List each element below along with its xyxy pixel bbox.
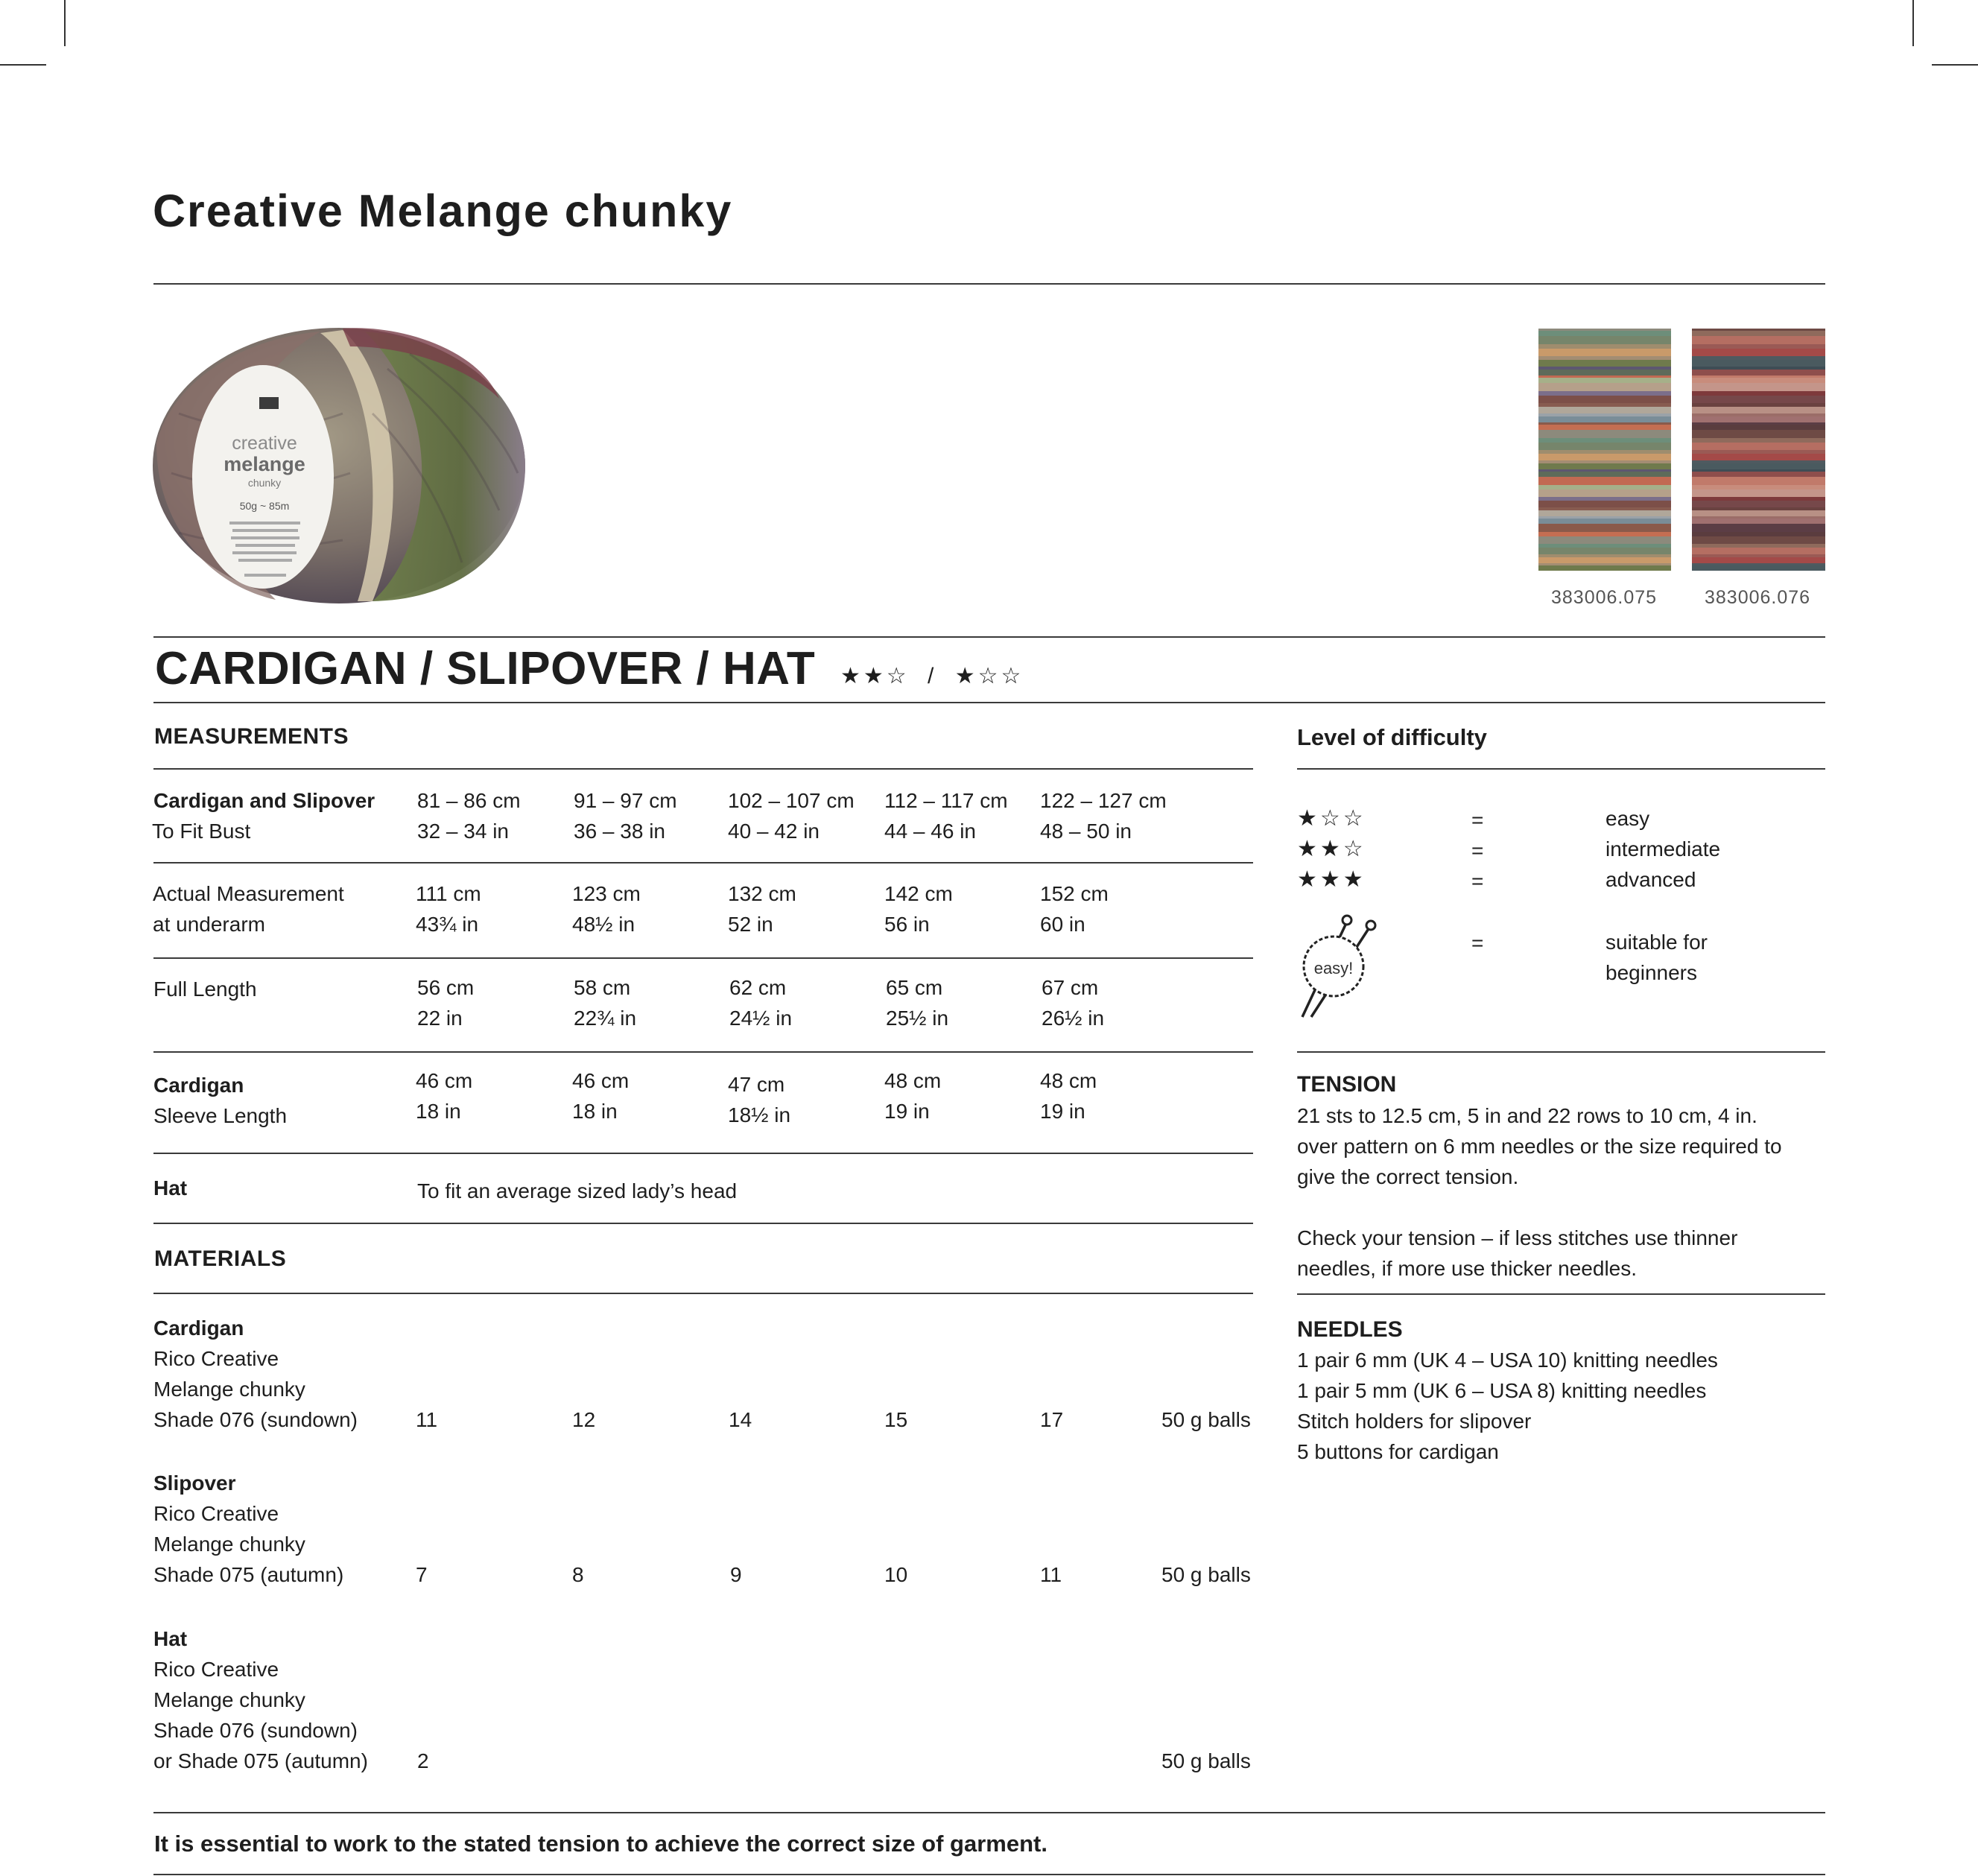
row-label: Cardigan and Slipover xyxy=(153,789,375,812)
swatch-stripe xyxy=(1538,548,1671,555)
balls-count: 9 xyxy=(730,1563,742,1586)
divider xyxy=(153,1293,1253,1294)
row-label: Actual Measurement xyxy=(153,882,344,905)
size-value: 58 cm 22¾ in xyxy=(574,976,637,1030)
swatch-stripe xyxy=(1538,391,1671,396)
yarn-label-line3: chunky xyxy=(247,477,282,489)
size-value: 48 cm 19 in xyxy=(884,1069,942,1123)
swatch-stripe xyxy=(1538,485,1671,490)
easy-badge-text: easy! xyxy=(1313,959,1354,977)
swatch-stripe xyxy=(1692,416,1825,423)
swatch-stripe xyxy=(1692,454,1825,461)
size-value: 132 cm 52 in xyxy=(728,882,796,936)
materials-title: MATERIALS xyxy=(154,1246,287,1271)
pattern-heading: CARDIGAN / SLIPOVER / HAT xyxy=(155,643,816,694)
shade-swatch-075 xyxy=(1538,329,1671,571)
swatch-stripe xyxy=(1692,391,1825,396)
swatch-stripe xyxy=(1538,416,1671,423)
divider xyxy=(153,862,1253,863)
swatch-stripe xyxy=(1538,463,1671,470)
balls-count: 2 xyxy=(417,1749,429,1772)
swatch-stripe xyxy=(1538,489,1671,498)
swatch-stripe xyxy=(1692,565,1825,571)
size-value: 46 cm 18 in xyxy=(572,1069,630,1123)
swatch-stripe xyxy=(1538,565,1671,571)
balls-count: 12 xyxy=(572,1408,596,1431)
size-value: 67 cm 26½ in xyxy=(1042,976,1105,1030)
needles-title: NEEDLES xyxy=(1297,1317,1403,1342)
swatch-stripe xyxy=(1692,425,1825,431)
size-value: 91 – 97 cm 36 – 38 in xyxy=(574,789,677,843)
size-value: 142 cm 56 in xyxy=(884,882,953,936)
swatch-stripe xyxy=(1692,548,1825,555)
swatch-stripe xyxy=(1692,396,1825,404)
balls-count: 17 xyxy=(1040,1408,1064,1431)
swatch-stripe xyxy=(1538,536,1671,545)
swatch-stripe xyxy=(1692,477,1825,486)
size-value: 48 cm 19 in xyxy=(1040,1069,1097,1123)
page-title: Creative Melange chunky xyxy=(153,186,733,236)
shade-code: 383006.076 xyxy=(1705,587,1811,608)
swatch-stripe xyxy=(1692,383,1825,392)
heading-rating xyxy=(840,663,1024,689)
material-group: Hat Rico Creative Melange chunky Shade 076 (sundown) or Shade 075 (autumn) xyxy=(153,1627,368,1772)
balls-count: 11 xyxy=(1040,1563,1062,1586)
difficulty-label: easy xyxy=(1605,807,1650,830)
needles-list: 1 pair 6 mm (UK 4 – USA 10) knitting needles 1 pair 5 mm (UK 6 – USA 8) knitting needles Stitch holders for slipover 5 buttons for cardigan xyxy=(1297,1349,1718,1463)
crop-mark xyxy=(0,64,46,66)
size-value: 112 – 117 cm 44 – 46 in xyxy=(884,789,1008,843)
swatch-stripe xyxy=(1538,472,1671,478)
row-sublabel: Sleeve Length xyxy=(153,1104,288,1127)
material-group: Slipover Rico Creative Melange chunky Shade 075 (autumn) xyxy=(153,1471,344,1586)
divider xyxy=(153,1153,1253,1154)
swatch-stripe xyxy=(1692,510,1825,517)
divider xyxy=(153,957,1253,959)
yarn-label-line2: melange xyxy=(224,453,305,475)
swatch-stripe xyxy=(1538,454,1671,461)
size-value: 123 cm 48½ in xyxy=(572,882,641,936)
swatch-stripe xyxy=(1538,519,1671,525)
swatch-stripe xyxy=(1692,331,1825,337)
size-value: 47 cm 18½ in xyxy=(728,1073,791,1126)
divider xyxy=(1297,768,1825,770)
swatch-stripe xyxy=(1538,370,1671,376)
size-value: 46 cm 18 in xyxy=(416,1069,473,1123)
swatch-stripe xyxy=(1538,349,1671,357)
shade-swatch-076 xyxy=(1692,329,1825,571)
divider xyxy=(153,1812,1825,1813)
swatch-stripe xyxy=(1692,472,1825,478)
shade-code: 383006.075 xyxy=(1551,587,1658,608)
balls-unit: 50 g balls xyxy=(1161,1749,1251,1772)
balls-count: 11 xyxy=(416,1408,438,1431)
measurements-title: MEASUREMENTS xyxy=(154,724,349,749)
difficulty-title: Level of difficulty xyxy=(1297,724,1487,750)
row-label: Cardigan xyxy=(153,1074,244,1097)
size-value: 111 cm 43¾ in xyxy=(416,882,481,936)
swatch-stripe xyxy=(1538,360,1671,367)
hat-fit-text: To fit an average sized lady’s head xyxy=(417,1179,738,1202)
tension-text: 21 sts to 12.5 cm, 5 in and 22 rows to 10 cm, 4 in. over pattern on 6 mm needles or the size required to give the correct tension. Check your tension – if less stitches use thinner needles, if more use thicker needles. xyxy=(1297,1104,1782,1280)
divider xyxy=(153,702,1825,703)
tension-warning: It is essential to work to the stated tension to achieve the correct size of garment. xyxy=(154,1831,1047,1857)
equals-sign: = xyxy=(1471,931,1484,954)
crop-mark xyxy=(1932,64,1978,66)
swatch-stripe xyxy=(1538,383,1671,392)
difficulty-label: suitable for beginners xyxy=(1605,931,1708,984)
equals-sign: = xyxy=(1471,839,1484,862)
swatch-stripe xyxy=(1692,519,1825,525)
swatch-stripe xyxy=(1692,557,1825,564)
divider xyxy=(153,768,1253,770)
swatch-stripe xyxy=(1692,443,1825,451)
difficulty-stars-icon: ★★★ xyxy=(1297,867,1366,892)
swatch-stripe xyxy=(1692,438,1825,443)
difficulty-stars-icon: ★★☆ xyxy=(1297,837,1366,861)
size-value: 122 – 127 cm 48 – 50 in xyxy=(1040,789,1167,843)
swatch-stripe xyxy=(1692,407,1825,414)
row-label: Full Length xyxy=(153,977,257,1001)
rating-separator: / xyxy=(928,664,937,688)
swatch-stripe xyxy=(1692,532,1825,537)
swatch-stripe xyxy=(1538,378,1671,384)
hat-label: Hat xyxy=(153,1176,188,1200)
swatch-stripe xyxy=(1692,336,1825,345)
swatch-stripe xyxy=(1692,430,1825,439)
difficulty-label: advanced xyxy=(1605,868,1696,891)
equals-sign: = xyxy=(1471,808,1484,831)
swatch-stripe xyxy=(1538,438,1671,443)
balls-count: 7 xyxy=(416,1563,428,1586)
rating-stars-icon: ★★☆ xyxy=(840,664,910,688)
yarn-ball-image xyxy=(149,324,529,607)
swatch-stripe xyxy=(1538,425,1671,431)
balls-unit: 50 g balls xyxy=(1161,1563,1251,1586)
swatch-stripe xyxy=(1692,378,1825,384)
divider xyxy=(153,283,1825,285)
swatch-stripe xyxy=(1692,360,1825,367)
swatch-stripe xyxy=(1538,430,1671,439)
swatch-stripe xyxy=(1538,331,1671,337)
balls-count: 15 xyxy=(884,1408,908,1431)
balls-count: 10 xyxy=(884,1563,908,1586)
divider xyxy=(153,1874,1825,1875)
crop-mark xyxy=(1912,0,1914,46)
swatch-stripe xyxy=(1538,510,1671,517)
swatch-stripe xyxy=(1692,349,1825,357)
swatch-stripe xyxy=(1692,463,1825,470)
yarn-label-line1: creative xyxy=(232,433,297,454)
swatch-stripe xyxy=(1538,501,1671,508)
divider xyxy=(1297,1293,1825,1295)
divider xyxy=(153,636,1825,638)
swatch-stripe xyxy=(1538,344,1671,349)
tension-title: TENSION xyxy=(1297,1072,1397,1097)
swatch-stripe xyxy=(1538,557,1671,564)
balls-count: 8 xyxy=(572,1563,584,1586)
swatch-stripe xyxy=(1538,396,1671,404)
swatch-stripe xyxy=(1692,536,1825,545)
divider xyxy=(1297,1051,1825,1053)
size-value: 65 cm 25½ in xyxy=(886,976,949,1030)
crop-mark xyxy=(64,0,66,46)
swatch-stripe xyxy=(1692,485,1825,490)
swatch-stripe xyxy=(1538,407,1671,414)
easy-needles-icon xyxy=(1295,913,1384,1021)
row-sublabel: To Fit Bust xyxy=(152,820,251,843)
swatch-stripe xyxy=(1692,501,1825,508)
size-value: 102 – 107 cm 40 – 42 in xyxy=(728,789,855,843)
balls-count: 14 xyxy=(729,1408,752,1431)
yarn-label-weight: 50g ~ 85m xyxy=(239,500,290,512)
swatch-stripe xyxy=(1692,524,1825,533)
balls-unit: 50 g balls xyxy=(1161,1408,1251,1431)
size-value: 56 cm 22 in xyxy=(417,976,475,1030)
swatch-stripe xyxy=(1538,477,1671,486)
swatch-stripe xyxy=(1538,532,1671,537)
swatch-stripe xyxy=(1538,443,1671,451)
swatch-stripe xyxy=(1538,524,1671,533)
swatch-stripe xyxy=(1692,344,1825,349)
swatch-stripe xyxy=(1692,489,1825,498)
material-group: Cardigan Rico Creative Melange chunky Shade 076 (sundown) xyxy=(153,1316,358,1431)
swatch-stripe xyxy=(1692,370,1825,376)
row-sublabel: at underarm xyxy=(153,913,265,936)
difficulty-label: intermediate xyxy=(1605,837,1721,861)
size-value: 152 cm 60 in xyxy=(1040,882,1109,936)
size-value: 62 cm 24½ in xyxy=(729,976,793,1030)
divider xyxy=(153,1223,1253,1224)
size-value: 81 – 86 cm 32 – 34 in xyxy=(417,789,521,843)
rating-stars-icon: ★☆☆ xyxy=(954,664,1024,688)
equals-sign: = xyxy=(1471,869,1484,893)
swatch-stripe xyxy=(1538,336,1671,345)
divider xyxy=(153,1051,1253,1053)
difficulty-stars-icon: ★☆☆ xyxy=(1297,806,1366,831)
